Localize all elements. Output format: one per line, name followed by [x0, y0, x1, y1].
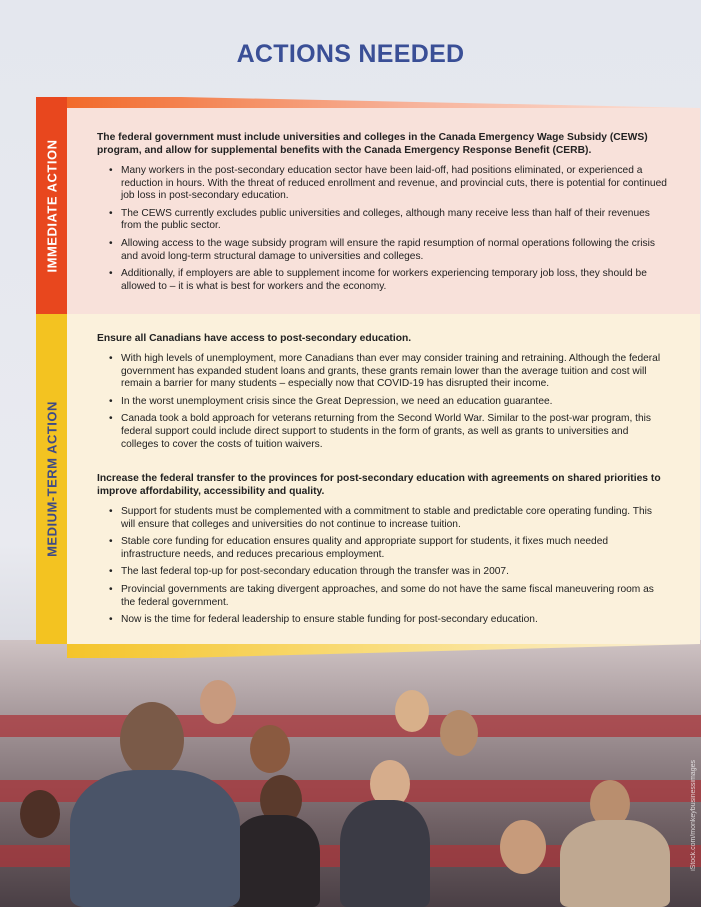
- student-figure: [395, 690, 429, 732]
- student-figure: [200, 680, 236, 724]
- transfer-heading: Increase the federal transfer to the provinces for post-secondary education with agreements on shared priorities to improve affordability, accessibility and quality.: [97, 473, 661, 497]
- immediate-heading: The federal government must include universities and colleges in the Canada Emergency Wage Subsidy (CEWS) program, and allow for supplemental benefits with the Canada Emergency Response Benefit (CERB).: [97, 132, 648, 156]
- transfer-bullet-list: [97, 506, 667, 627]
- student-figure: [500, 820, 546, 874]
- transfer-section: [97, 472, 667, 632]
- lecturer-figure: [70, 770, 240, 907]
- immediate-action-label: IMMEDIATE ACTION: [44, 139, 59, 272]
- immediate-action-tab: [36, 97, 67, 314]
- access-bullet-list: [97, 353, 667, 451]
- list-item: • Support for students must be complemented with a commitment to stable and predictable core operating funding. This will ensure that colleges and universities do not continue to increase tuition.: [121, 506, 667, 531]
- photo-credit: iStock.com/monkeybusinessimages: [690, 760, 697, 871]
- student-figure: [560, 820, 670, 907]
- list-item: • The last federal top-up for post-secondary education through the transfer was in 2007.: [121, 566, 667, 579]
- list-item: • With high levels of unemployment, more Canadians than ever may consider training and retraining. Although the federal government has expanded student loans and grants, these grants remain lower than the average tuition and cost will remain a barrier for many students – especially now that COVID-19 has disrupted their income.: [121, 353, 667, 391]
- immediate-bullet-list: [97, 165, 667, 293]
- student-figure: [250, 725, 290, 773]
- list-item: • Additionally, if employers are able to supplement income for workers experiencing temporary job loss, they should be allowed to – it is what is best for workers and the economy.: [121, 268, 667, 293]
- lecturer-figure: [120, 702, 184, 778]
- list-item: • Stable core funding for education ensures quality and appropriate support for students, it fixes much needed infrastructure needs, and reduces precarious employment.: [121, 536, 667, 561]
- access-section: [97, 332, 667, 456]
- immediate-action-content: [97, 131, 667, 298]
- list-item: • Allowing access to the wage subsidy program will ensure the rapid resumption of normal operations following the crisis and avoid long-term structural damage to universities and colleges.: [121, 238, 667, 263]
- immediate-accent-bar: [67, 97, 700, 108]
- medium-term-action-tab: [36, 314, 67, 644]
- student-figure: [20, 790, 60, 838]
- list-item: • In the worst unemployment crisis since the Great Depression, we need an education guarantee.: [121, 396, 667, 409]
- medium-term-action-label: MEDIUM-TERM ACTION: [44, 401, 59, 557]
- student-figure: [340, 800, 430, 907]
- list-item: • Many workers in the post-secondary education sector have been laid-off, had positions eliminated, or experienced a reduction in hours. With the threat of reduced enrollment and revenue, and provincial cuts, there is potential for continued job loss in post-secondary education.: [121, 165, 667, 203]
- list-item: • Canada took a bold approach for veterans returning from the Second World War. Similar to the post-war program, this federal support could include direct support to students in the form of grants, as well as grants to universities and colleges to cover the costs of tuition waivers.: [121, 413, 667, 451]
- student-figure: [440, 710, 478, 756]
- classroom-photo: [0, 640, 701, 907]
- list-item: • The CEWS currently excludes public universities and colleges, although many receive less than half of their revenues from the public sector.: [121, 208, 667, 233]
- page-title: ACTIONS NEEDED: [236, 40, 465, 68]
- list-item: • Provincial governments are taking divergent approaches, and some do not have the same fiscal maneuvering room as the federal government.: [121, 584, 667, 609]
- access-heading: Ensure all Canadians have access to post-secondary education.: [97, 333, 412, 344]
- student-figure: [230, 815, 320, 907]
- seat-row: [0, 715, 701, 737]
- list-item: • Now is the time for federal leadership to ensure stable funding for post-secondary education.: [121, 614, 667, 627]
